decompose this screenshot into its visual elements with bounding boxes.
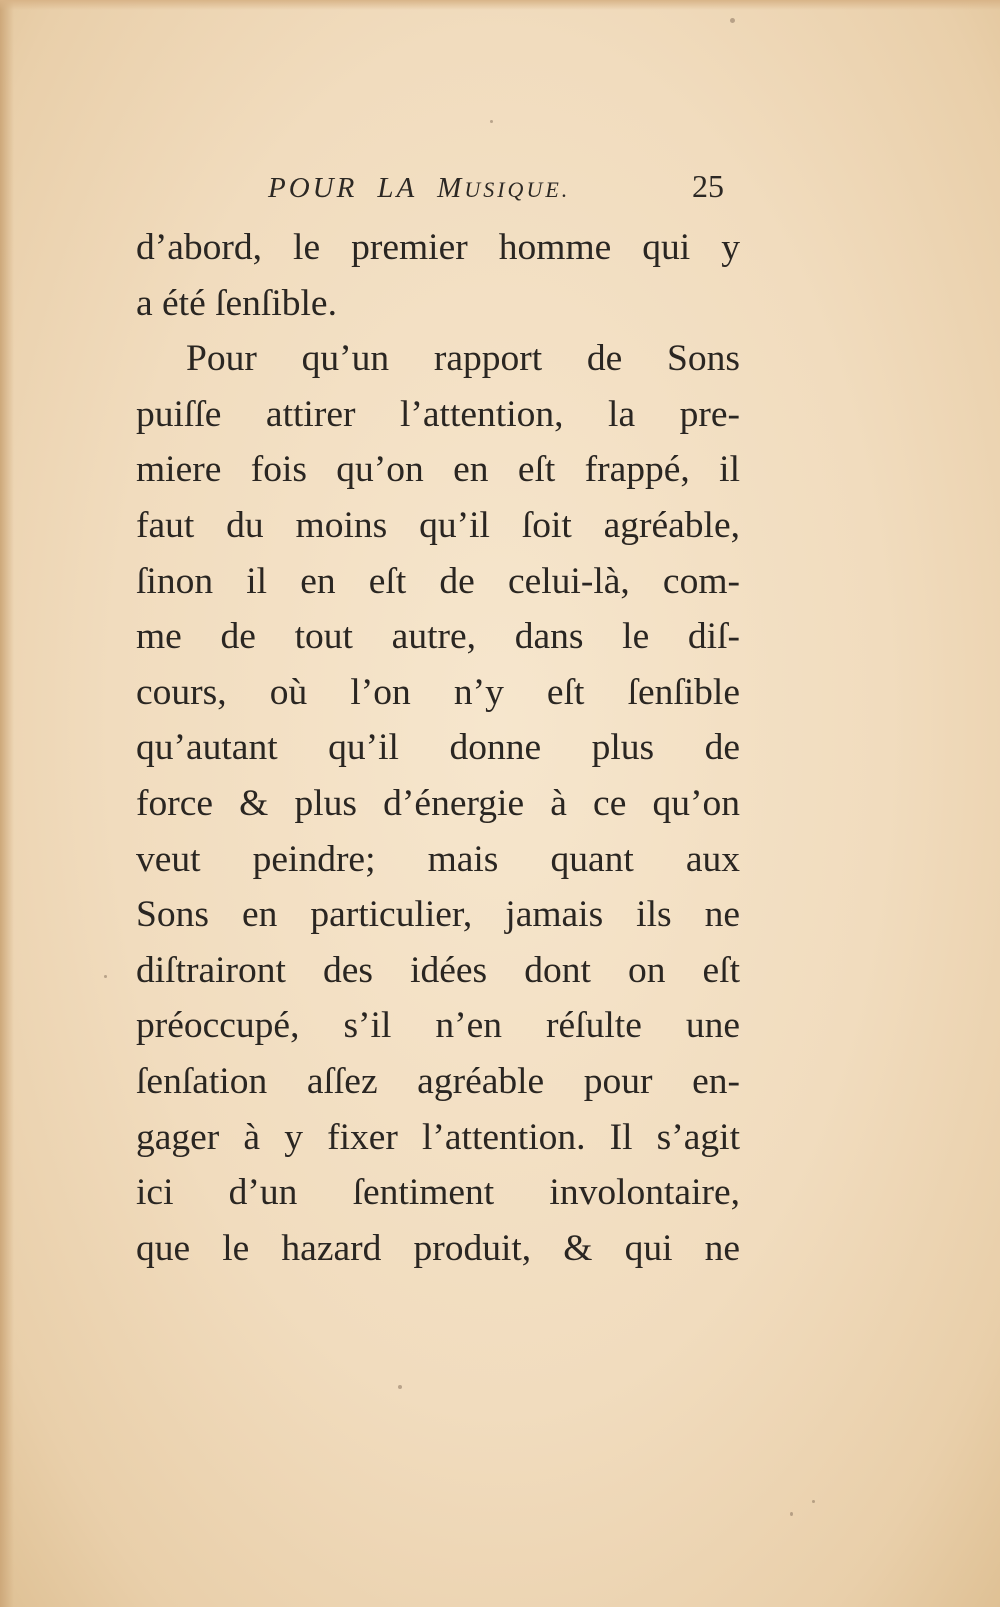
text-line: puiſſe attirer l’attention, la pre- [136,393,740,435]
text-line: que le hazard produit, & qui ne [136,1227,740,1269]
text-line: faut du moins qu’il ſoit agréable, [136,504,740,546]
text-line: force & plus d’énergie à ce qu’on [136,782,740,824]
text-line: me de tout autre, dans le diſ- [136,616,740,658]
paper-speck [490,120,493,123]
paragraph-first-line: Pour qu’un rapport de Sons [186,338,740,380]
paper-speck [398,1385,402,1389]
running-head-word-3-rest: USIQUE. [464,177,571,202]
text-line: veut peindre; mais quant aux [136,838,740,880]
paper-speck [790,1512,793,1516]
page-number: 25 [692,168,724,204]
page-top-shadow [0,0,1000,10]
paper-speck [104,975,107,978]
body-text [136,220,740,1276]
text-line: cours, où l’on n’y eſt ſenſible [136,671,740,713]
text-line: Sons en particulier, jamais ils ne [136,894,740,936]
text-line: miere fois qu’on en eſt frappé, il [136,449,740,491]
running-head [268,172,570,205]
text-line: qu’autant qu’il donne plus de [136,727,740,769]
running-head-word-3-initial: M [437,172,465,204]
paper-speck [730,18,735,23]
running-head-word-2: LA [377,172,418,204]
text-line: a été ſenſible. [136,282,337,324]
text-line: ſinon il en eſt de celui-là, com- [136,560,740,602]
running-head-word-1: POUR [268,172,358,204]
paper-speck [812,1500,815,1503]
text-line: préoccupé, s’il n’en réſulte une [136,1005,740,1047]
text-line: gager à y fixer l’attention. Il s’agit [136,1116,740,1158]
text-line: ſenſation aſſez agréable pour en- [136,1060,740,1102]
text-line: ici d’un ſentiment involontaire, [136,1172,740,1214]
page-edge-shadow [0,0,14,1607]
text-line: d’abord, le premier homme qui y [136,227,740,268]
text-line: diſtrairont des idées dont on eſt [136,949,740,991]
